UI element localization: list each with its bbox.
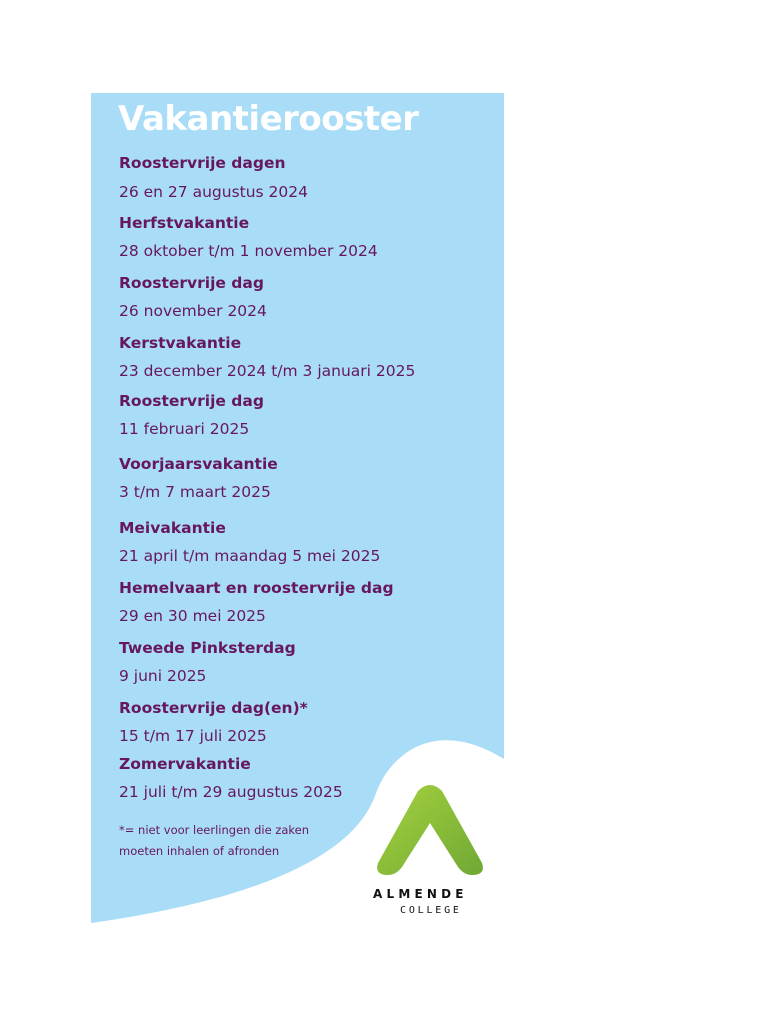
- vacation-schedule-card: [91, 93, 504, 930]
- entry-date-zomervakantie: 21 juli t/m 29 augustus 2025: [119, 783, 343, 801]
- entry-title-voorjaarsvakantie: Voorjaarsvakantie: [119, 455, 278, 473]
- entry-date-roostervrije-dag-november: 26 november 2024: [119, 302, 267, 320]
- entry-title-hemelvaart: Hemelvaart en roostervrije dag: [119, 579, 394, 597]
- entry-date-meivakantie: 21 april t/m maandag 5 mei 2025: [119, 547, 381, 565]
- entry-title-roostervrije-dag-november: Roostervrije dag: [119, 274, 264, 292]
- entry-title-tweede-pinksterdag: Tweede Pinksterdag: [119, 639, 296, 657]
- entry-title-zomervakantie: Zomervakantie: [119, 755, 251, 773]
- footnote-line-1: *= niet voor leerlingen die zaken: [119, 823, 310, 837]
- logo-name: ALMENDE: [373, 887, 468, 901]
- footnote: [119, 820, 359, 862]
- entry-date-tweede-pinksterdag: 9 juni 2025: [119, 667, 207, 685]
- logo-subtitle: COLLEGE: [400, 905, 462, 916]
- entry-title-herfstvakantie: Herfstvakantie: [119, 214, 250, 232]
- page-title: Vakantierooster: [118, 99, 419, 139]
- footnote-line-2: moeten inhalen of afronden: [119, 844, 280, 858]
- entry-title-roostervrije-dagen: Roostervrije dagen: [119, 154, 286, 172]
- entry-date-roostervrije-dag-februari: 11 februari 2025: [119, 420, 250, 438]
- entry-date-roostervrije-dagen: 26 en 27 augustus 2024: [119, 183, 308, 201]
- entry-title-roostervrije-dag-februari: Roostervrije dag: [119, 392, 264, 410]
- entry-title-kerstvakantie: Kerstvakantie: [119, 334, 242, 352]
- almende-logo-icon: [374, 783, 486, 879]
- entry-title-roostervrije-dagen-juli: Roostervrije dag(en)*: [119, 699, 308, 717]
- entry-date-herfstvakantie: 28 oktober t/m 1 november 2024: [119, 242, 378, 260]
- entry-date-roostervrije-dagen-juli: 15 t/m 17 juli 2025: [119, 727, 267, 745]
- entry-title-meivakantie: Meivakantie: [119, 519, 226, 537]
- entry-date-voorjaarsvakantie: 3 t/m 7 maart 2025: [119, 483, 271, 501]
- entry-date-kerstvakantie: 23 december 2024 t/m 3 januari 2025: [119, 362, 416, 380]
- entry-date-hemelvaart: 29 en 30 mei 2025: [119, 607, 266, 625]
